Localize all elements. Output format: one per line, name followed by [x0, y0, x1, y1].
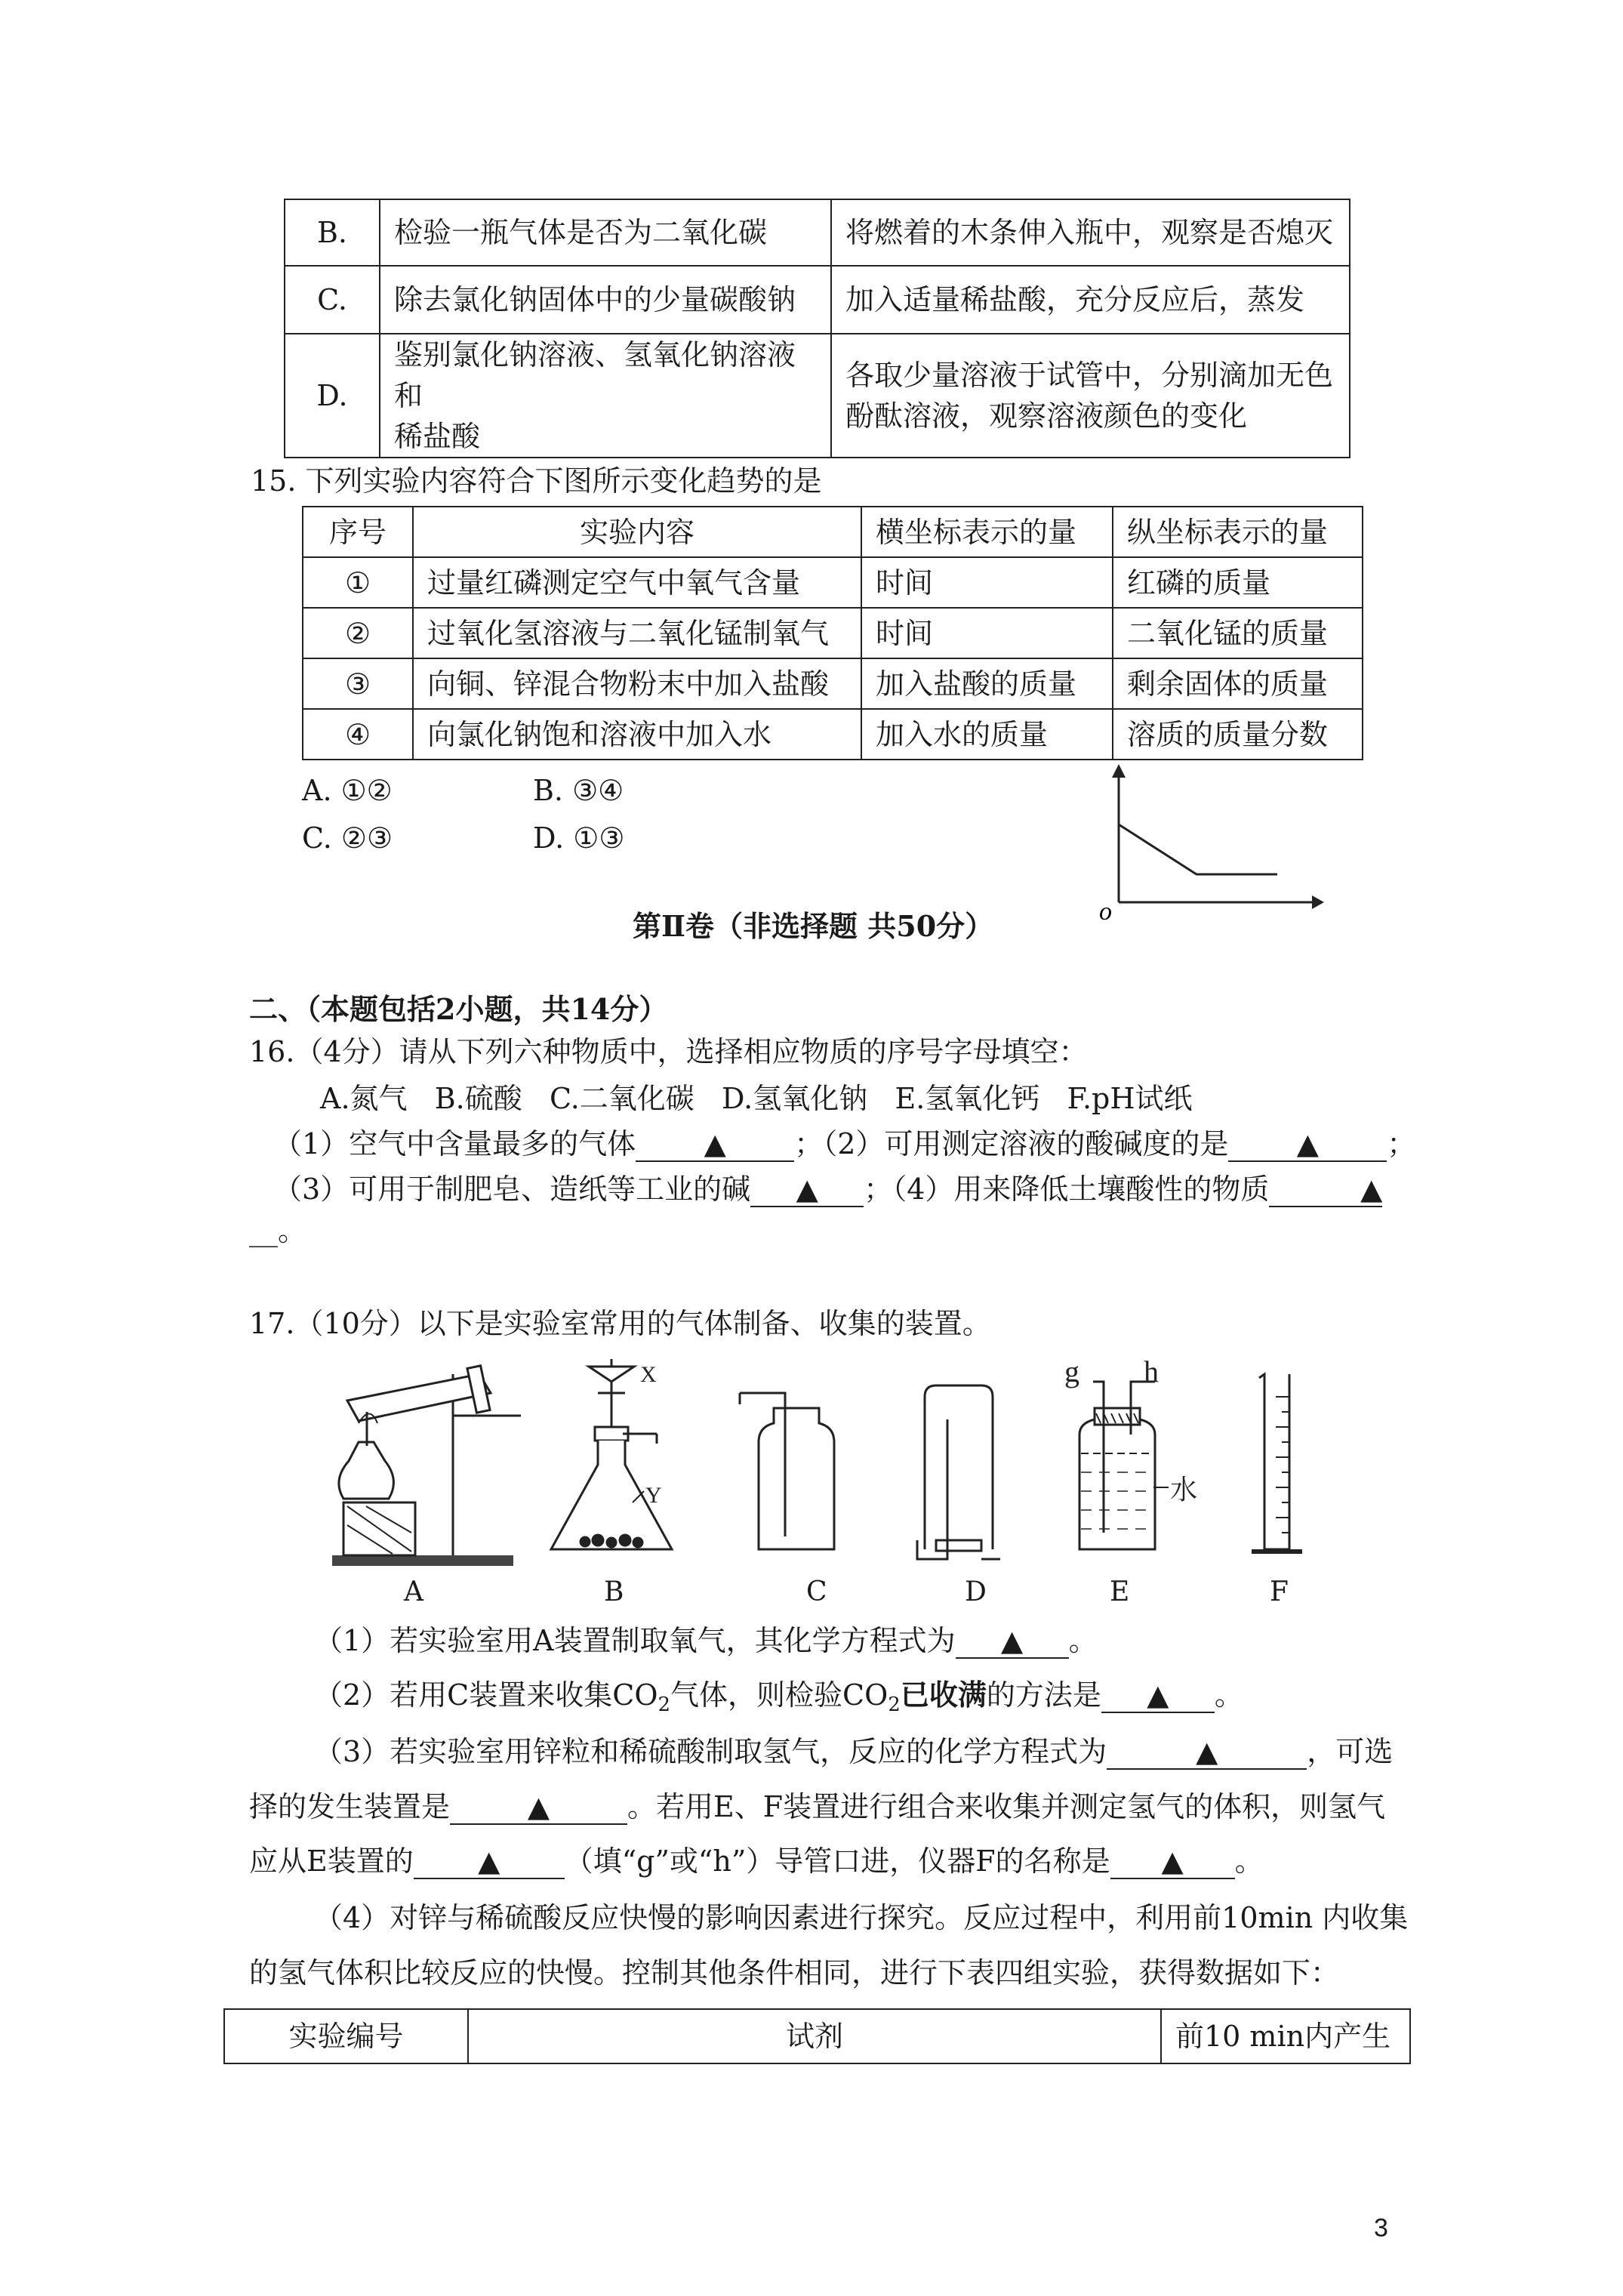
apparatus-label-f: F [1270, 1576, 1289, 1607]
q17-text: （填“g”或“h”）导管口进，仪器F的名称是 [564, 1845, 1110, 1878]
answer-blank[interactable] [636, 1127, 794, 1162]
row-label: D. [285, 334, 380, 458]
table-row [303, 608, 1363, 658]
method-cell: 加入适量稀盐酸，充分反应后，蒸发 [831, 266, 1350, 334]
q16-line2 [273, 1170, 1382, 1208]
table-row [303, 709, 1363, 760]
q17-text: 择的发生装置是 [249, 1790, 451, 1823]
label-h: h [1144, 1354, 1159, 1388]
cell: 时间 [861, 557, 1113, 608]
method-line: 各取少量溶液于试管中，分别滴加无色 [845, 359, 1334, 392]
triangle-icon: ▲ [704, 1127, 726, 1160]
q17-text: ，可选 [1307, 1735, 1394, 1768]
answer-blank[interactable] [1228, 1127, 1387, 1162]
trend-graph [1087, 763, 1329, 925]
cell: 过量红磷测定空气中氧气含量 [413, 557, 861, 608]
col-header: 实验内容 [413, 507, 861, 557]
label-water: 水 [1170, 1475, 1198, 1505]
triangle-icon: ▲ [1147, 1678, 1169, 1712]
method-line: 酚酞溶液，观察溶液颜色的变化 [845, 399, 1248, 433]
apparatus-e [1079, 1382, 1169, 1549]
purpose-line: 稀盐酸 [394, 420, 481, 453]
page-number: 3 [1374, 2214, 1388, 2242]
table-header-row [303, 507, 1363, 557]
triangle-icon: ▲ [1161, 1845, 1184, 1878]
cell: ① [303, 557, 413, 608]
cell: 时间 [861, 608, 1113, 658]
label-y: Y [645, 1483, 662, 1508]
semicolon: ； [1387, 1127, 1416, 1160]
triangle-icon: ▲ [1001, 1624, 1024, 1657]
q17-part4-line2: 的氢气体积比较反应的快慢。控制其他条件相同，进行下表四组实验，获得数据如下： [249, 1956, 1340, 1989]
triangle-icon: ▲ [1196, 1735, 1218, 1768]
row-label: C. [285, 266, 380, 334]
cell: 二氧化锰的质量 [1113, 608, 1363, 658]
apparatus-c [740, 1393, 834, 1549]
apparatus-a [332, 1366, 521, 1566]
apparatus-f [1252, 1374, 1302, 1552]
q17-table [223, 2008, 1411, 2064]
q17-text: 。 [1214, 1678, 1243, 1712]
cell: 过氧化氢溶液与二氧化锰制氧气 [413, 608, 861, 658]
answer-blank[interactable] [750, 1173, 864, 1207]
q17-part4-line1: （4）对锌与稀硫酸反应快慢的影响因素进行探究。反应过程中，利用前10min 内收集 [314, 1901, 1409, 1934]
cell: 向铜、锌混合物粉末中加入盐酸 [413, 658, 861, 709]
cell: ② [303, 608, 413, 658]
q17-text: 。 [1068, 1624, 1098, 1657]
q17-text: 的方法是 [986, 1678, 1101, 1712]
triangle-icon: ▲ [796, 1173, 818, 1206]
q16-s2: ；（2）可用测定溶液的酸碱度的是 [794, 1127, 1229, 1160]
q17-part1 [314, 1622, 1098, 1660]
cell: ④ [303, 709, 413, 760]
q17-text: 。若用E、F装置进行组合来收集并测定氢气的体积，则氢气 [627, 1790, 1386, 1823]
q17-text: 气体，则检验CO [670, 1678, 888, 1712]
col-header: 试剂 [468, 2009, 1161, 2063]
label-g: g [1064, 1354, 1079, 1388]
col-header: 横坐标表示的量 [861, 507, 1113, 557]
q17-part3-line1 [314, 1733, 1393, 1771]
apparatus-label-c: C [806, 1576, 827, 1607]
table-row [303, 658, 1363, 709]
part2-header: 二、（本题包括2小题，共14分） [249, 992, 668, 1026]
subscript: 2 [888, 1693, 901, 1716]
q17-text: 。 [1234, 1845, 1264, 1878]
apparatus-b [551, 1359, 672, 1549]
section-title: 第Ⅱ卷（非选择题 共50分） [633, 909, 994, 943]
q15-option-c: C. ②③ [302, 821, 393, 855]
table-header-row [224, 2009, 1410, 2063]
q16-s1: （1）空气中含量最多的气体 [273, 1127, 636, 1160]
purpose-cell: 检验一瓶气体是否为二氧化碳 [380, 199, 831, 266]
answer-blank[interactable] [1269, 1173, 1382, 1207]
options-table [284, 199, 1350, 458]
answer-blank[interactable] [956, 1624, 1069, 1659]
q16-choices: A.氮气 B.硫酸 C.二氧化碳 D.氢氧化钠 E.氢氧化钙 F.pH试纸 [320, 1082, 1193, 1115]
q16-stem: 16.（4分）请从下列六种物质中，选择相应物质的序号字母填空： [249, 1035, 1088, 1068]
cell: ③ [303, 658, 413, 709]
cell: 溶质的质量分数 [1113, 709, 1363, 760]
q17-part3-line2 [249, 1788, 1385, 1826]
q15-option-b: B. ③④ [533, 774, 624, 807]
answer-blank[interactable] [1101, 1678, 1215, 1713]
q17-text: （2）若用C装置来收集CO [314, 1678, 658, 1712]
apparatus-d [917, 1385, 1000, 1559]
triangle-icon: ▲ [1296, 1127, 1319, 1160]
method-cell: 将燃着的木条伸入瓶中，观察是否熄灭 [831, 199, 1350, 266]
apparatus-label-b: B [604, 1576, 624, 1607]
table-row [303, 557, 1363, 608]
purpose-cell [380, 334, 831, 458]
x-axis-arrow [1312, 895, 1324, 909]
apparatus-label-d: D [965, 1576, 987, 1607]
q15-option-a: A. ①② [302, 774, 393, 807]
apparatus-label-a: A [404, 1576, 423, 1607]
q15-table [302, 506, 1363, 760]
cell: 加入盐酸的质量 [861, 658, 1113, 709]
q16-tail: __。 [249, 1214, 307, 1247]
purpose-line: 鉴别氯化钠溶液、氢氧化钠溶液和 [394, 338, 796, 412]
triangle-icon: ▲ [478, 1845, 500, 1878]
q17-stem: 17.（10分）以下是实验室常用的气体制备、收集的装置。 [249, 1307, 991, 1340]
q17-text: 已收满 [900, 1678, 987, 1712]
label-x: X [640, 1362, 657, 1387]
triangle-icon: ▲ [527, 1790, 550, 1823]
trend-line [1119, 824, 1277, 874]
table-row [285, 266, 1350, 334]
cell: 加入水的质量 [861, 709, 1113, 760]
q17-text: （3）若实验室用锌粒和稀硫酸制取氢气，反应的化学方程式为 [314, 1735, 1107, 1768]
method-cell [831, 334, 1350, 458]
table-row [285, 199, 1350, 266]
q16-s3: （3）可用于制肥皂、造纸等工业的碱 [273, 1173, 751, 1206]
answer-blank[interactable] [414, 1845, 565, 1879]
col-header: 前10 min内产生 [1161, 2009, 1410, 2063]
col-header: 实验编号 [224, 2009, 468, 2063]
col-header: 序号 [303, 507, 413, 557]
cell: 剩余固体的质量 [1113, 658, 1363, 709]
cell: 向氯化钠饱和溶液中加入水 [413, 709, 861, 760]
cell: 红磷的质量 [1113, 557, 1363, 608]
y-axis-arrow [1112, 764, 1126, 778]
q16-line1 [273, 1125, 1415, 1163]
apparatus-label-e: E [1110, 1576, 1130, 1607]
q15-option-d: D. ①③ [533, 821, 625, 855]
q17-part3-line3 [249, 1842, 1264, 1880]
q17-text: （1）若实验室用A装置制取氧气，其化学方程式为 [314, 1624, 956, 1657]
q16-s4: ；（4）用来降低土壤酸性的物质 [864, 1173, 1270, 1206]
answer-blank[interactable] [1107, 1735, 1307, 1770]
purpose-cell: 除去氯化钠固体中的少量碳酸钠 [380, 266, 831, 334]
q15-stem: 15. 下列实验内容符合下图所示变化趋势的是 [251, 464, 822, 498]
origin-label: o [1099, 898, 1112, 925]
apparatus-figure [302, 1351, 1359, 1578]
q17-part2 [314, 1676, 1243, 1724]
answer-blank[interactable] [1110, 1845, 1235, 1879]
table-row [285, 334, 1350, 458]
subscript: 2 [658, 1693, 671, 1716]
q17-text: 应从E装置的 [249, 1845, 414, 1878]
col-header: 纵坐标表示的量 [1113, 507, 1363, 557]
row-label: B. [285, 199, 380, 266]
triangle-icon: ▲ [1360, 1173, 1383, 1206]
answer-blank[interactable] [450, 1790, 627, 1825]
